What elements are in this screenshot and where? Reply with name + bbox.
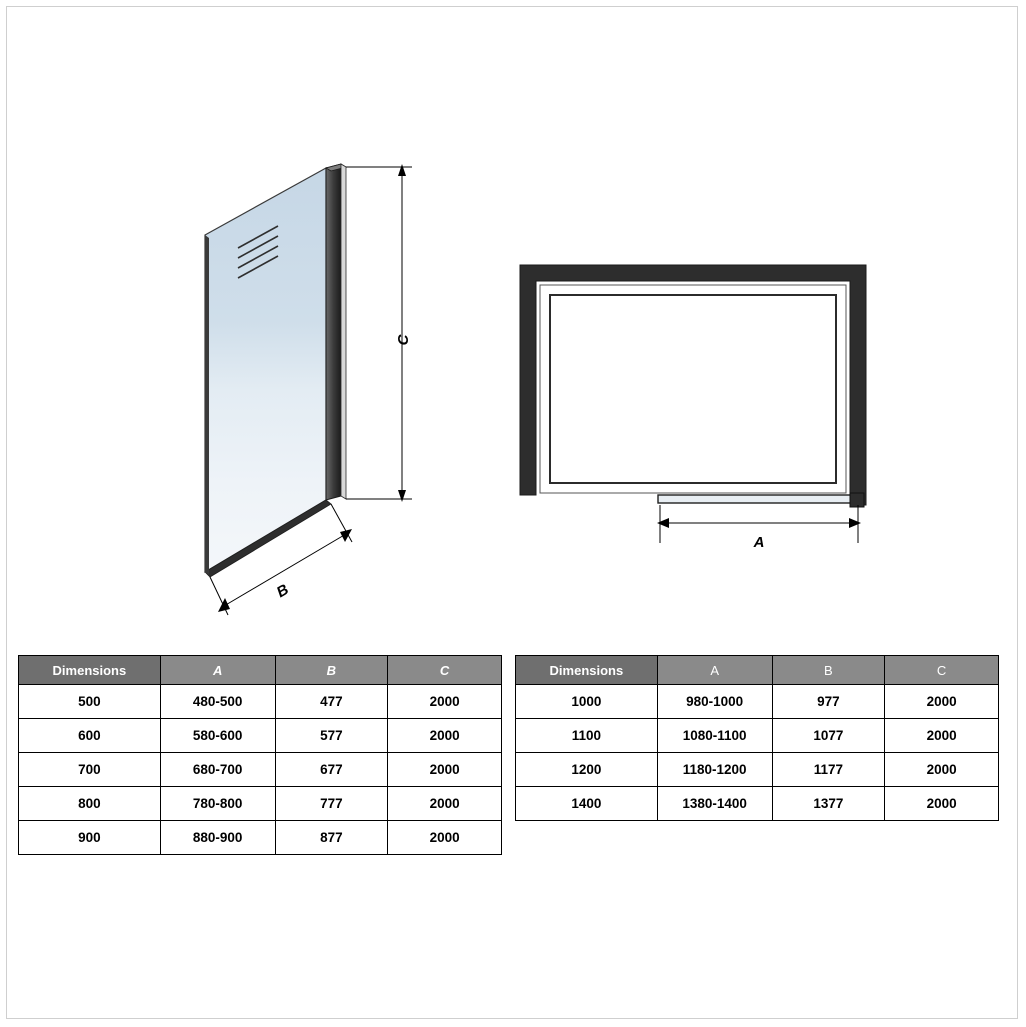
table-header-c: C [885,656,999,685]
table-row [516,685,999,719]
table-row [19,719,502,753]
cell-c: 2000 [388,685,502,719]
cell-b: 477 [275,685,388,719]
dimension-b-arrow-left [218,598,230,612]
cell-a: 980-1000 [657,685,772,719]
cell-c: 2000 [388,753,502,787]
cell-b: 1077 [772,719,885,753]
dimension-c-arrow-bottom [398,490,406,502]
cell-b: 577 [275,719,388,753]
cell-dimension: 1000 [516,685,658,719]
dimension-b-label: B [273,581,292,602]
table-header-b: B [772,656,885,685]
table-row [516,787,999,821]
shower-panel-perspective-drawing [180,150,460,650]
cell-dimension: 1400 [516,787,658,821]
cell-a: 780-800 [160,787,275,821]
cell-a: 1180-1200 [657,753,772,787]
cell-a: 480-500 [160,685,275,719]
cell-b: 877 [275,821,388,855]
cell-c: 2000 [388,787,502,821]
dimension-a-label: A [753,534,765,551]
cell-c: 2000 [388,821,502,855]
table-header-dimensions: Dimensions [19,656,161,685]
table-header-dimensions: Dimensions [516,656,658,685]
cell-dimension: 1200 [516,753,658,787]
dimension-a-arrow-left [657,518,669,528]
table-row [19,685,502,719]
cell-c: 2000 [388,719,502,753]
cell-a: 880-900 [160,821,275,855]
wall-profile-side [341,164,346,499]
cell-b: 1377 [772,787,885,821]
dimension-c [346,167,412,499]
wall-profile [326,164,341,500]
cell-dimension: 500 [19,685,161,719]
cell-b: 777 [275,787,388,821]
cell-a: 580-600 [160,719,275,753]
table-header-b: B [275,656,388,685]
cell-dimension: 900 [19,821,161,855]
table-row [516,719,999,753]
table-header-c: C [388,656,502,685]
cell-c: 2000 [885,753,999,787]
table-header-a: A [160,656,275,685]
table-header-row [19,656,502,685]
dimensions-table-right [515,655,999,821]
table-row [19,787,502,821]
cell-dimension: 600 [19,719,161,753]
cell-b: 977 [772,685,885,719]
table-row [19,821,502,855]
cell-dimension: 1100 [516,719,658,753]
dimension-b-arrow-right [340,529,352,542]
cell-dimension: 700 [19,753,161,787]
table-row [19,753,502,787]
dimension-c-label: C [395,334,412,346]
cell-a: 680-700 [160,753,275,787]
table-header-row [516,656,999,685]
cell-b: 1177 [772,753,885,787]
dimension-a-arrow-right [849,518,861,528]
table-row [516,753,999,787]
dimensions-table-left [18,655,502,855]
cell-c: 2000 [885,685,999,719]
cell-c: 2000 [885,787,999,821]
table-header-a: A [657,656,772,685]
glass-plan-connector [850,493,864,507]
glass-plan-bar [658,495,858,503]
cell-a: 1080-1100 [657,719,772,753]
cell-dimension: 800 [19,787,161,821]
cell-b: 677 [275,753,388,787]
dimension-c-arrow-top [398,164,406,176]
shower-panel-plan-drawing [510,255,910,565]
tray-inner [550,295,836,483]
cell-a: 1380-1400 [657,787,772,821]
cell-c: 2000 [885,719,999,753]
glass-left-edge [205,235,209,575]
